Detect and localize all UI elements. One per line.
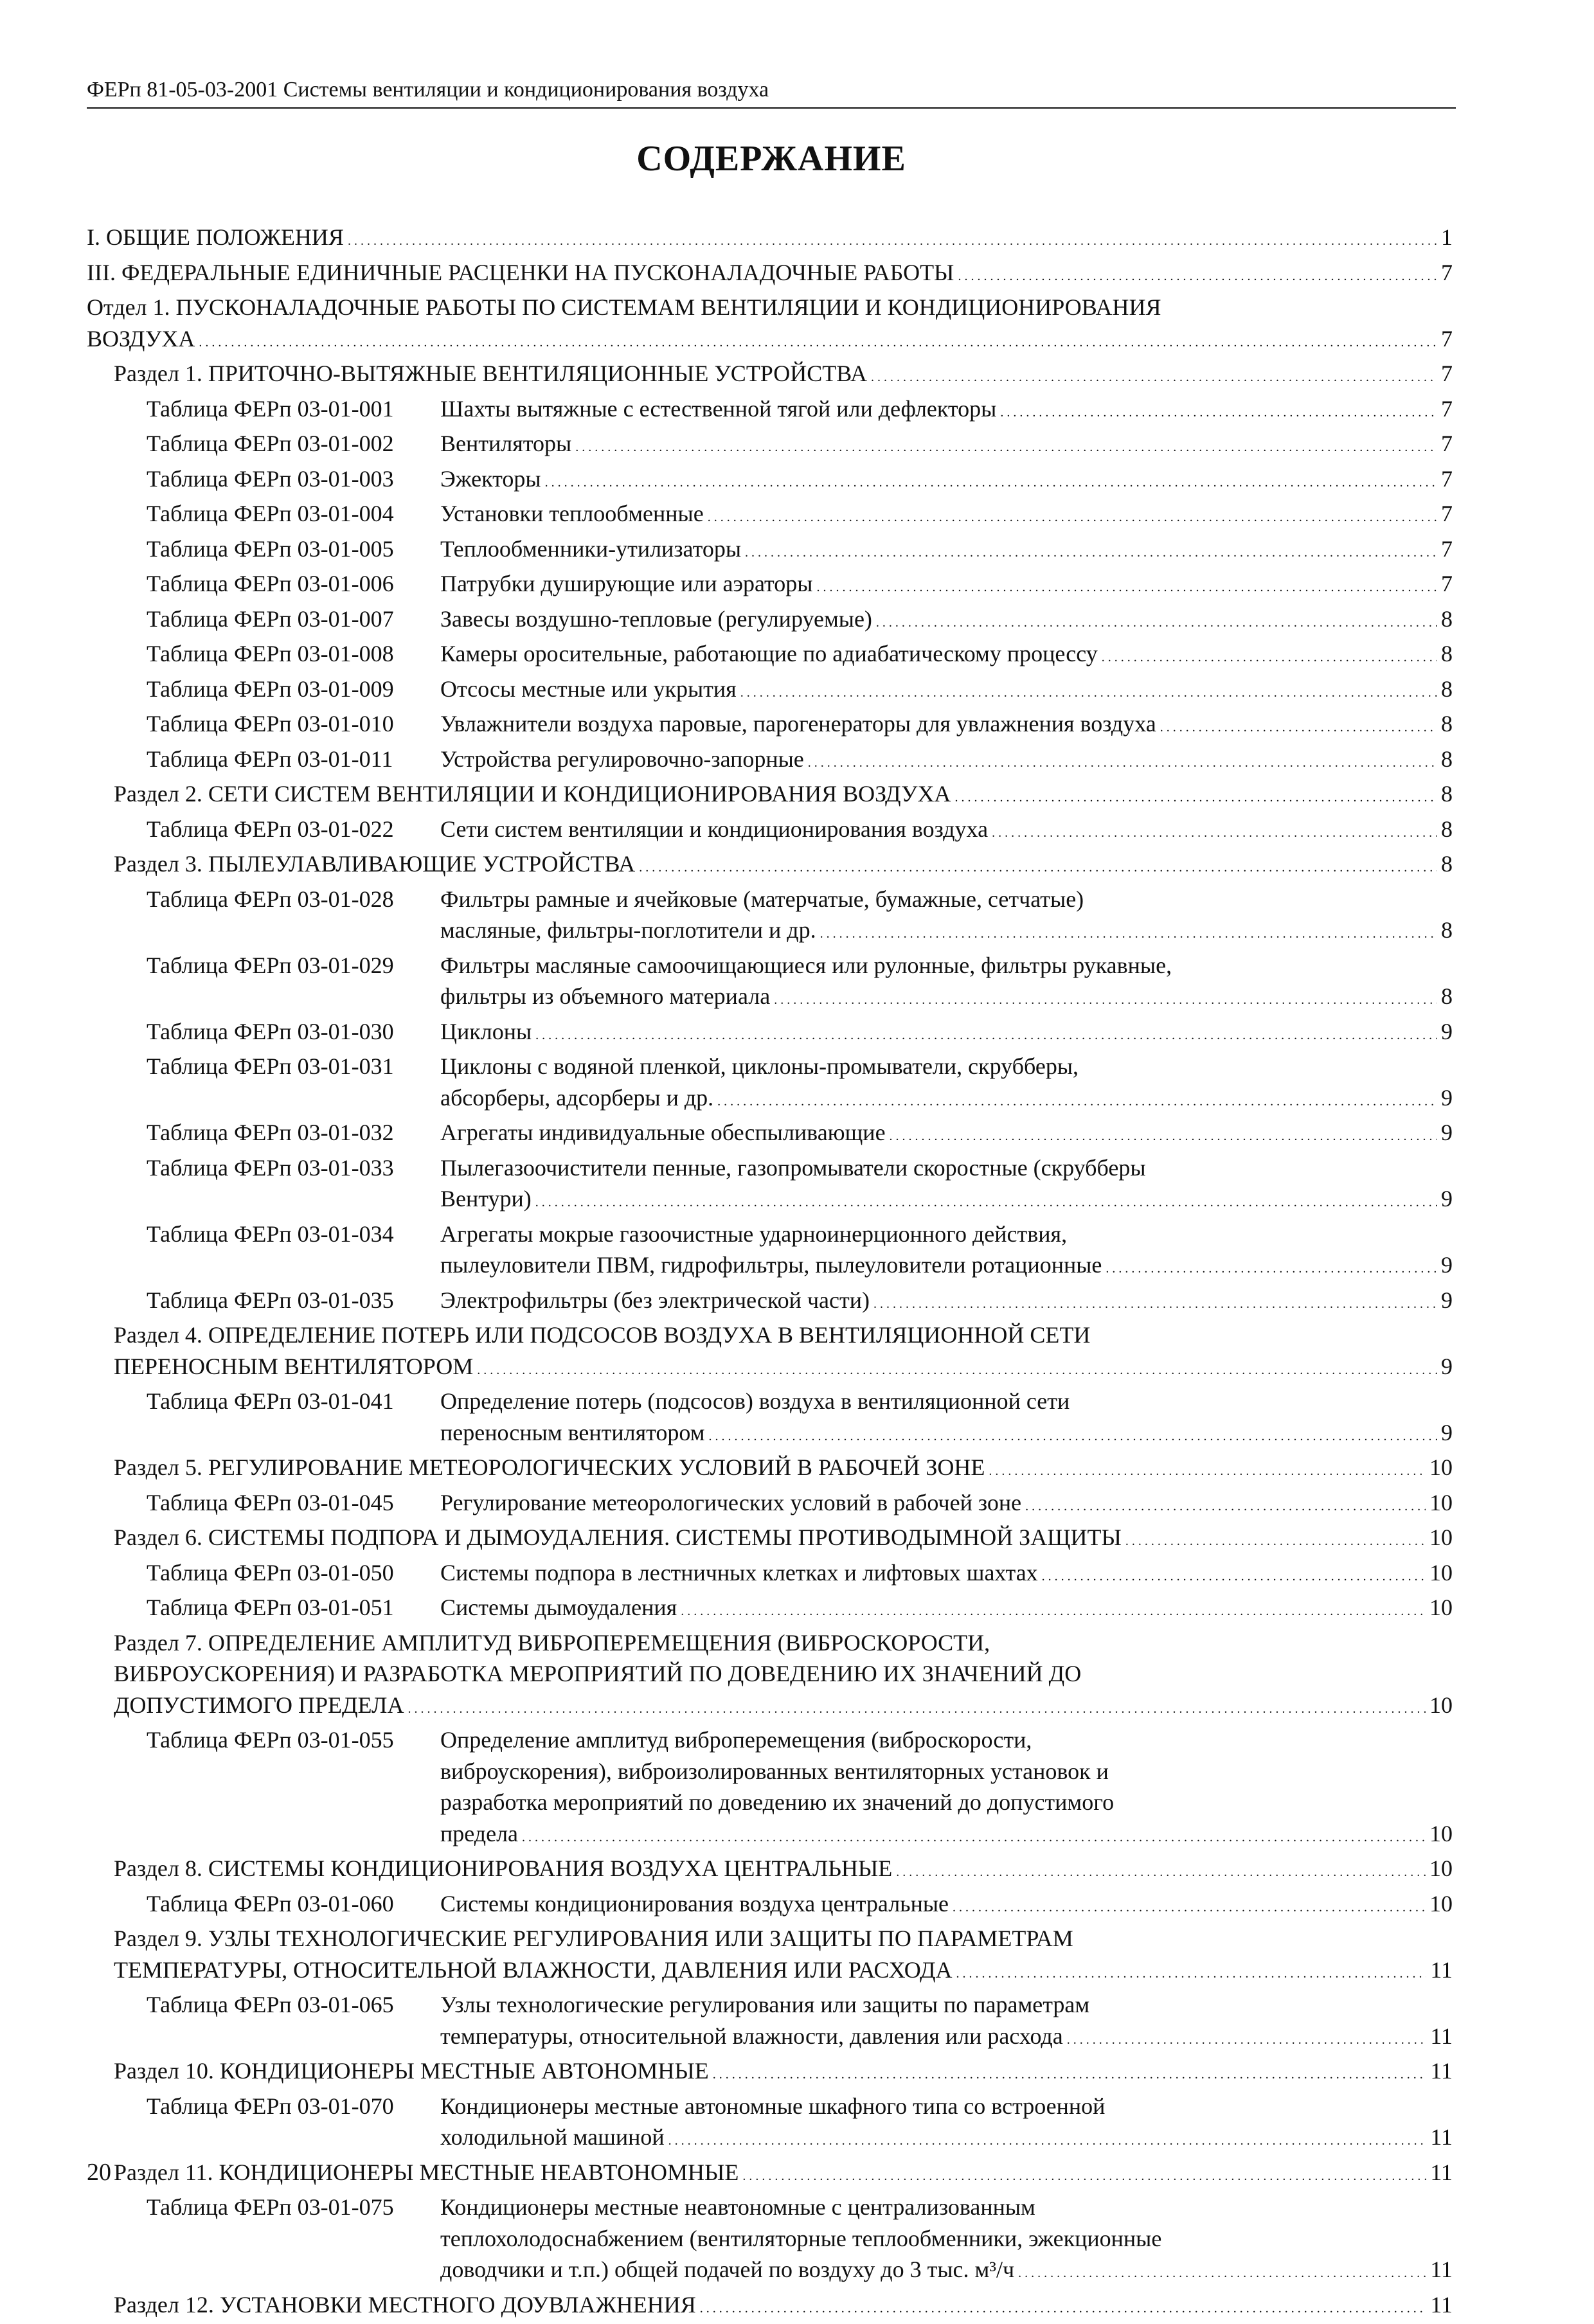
toc-page-number: 11: [1430, 2289, 1453, 2321]
toc-page-number: 8: [1441, 814, 1453, 845]
dot-leader: [1102, 638, 1437, 674]
toc-page-number: 9: [1441, 1351, 1453, 1382]
toc-page-number: 10: [1429, 1888, 1453, 1920]
toc-entry-text: Раздел 6. СИСТЕМЫ ПОДПОРА И ДЫМОУДАЛЕНИЯ. СИСТЕМЫ ПРОТИВОДЫМНОЙ ЗАЩИТЫ: [114, 1522, 1122, 1553]
toc-entry-text: Сети систем вентиляции и кондиционирования воздуха: [440, 814, 988, 845]
toc-page-number: 7: [1441, 358, 1453, 389]
toc-entry-text: переносным вентилятором: [440, 1417, 705, 1449]
dot-leader: [477, 1351, 1437, 1386]
toc-table-entry[interactable]: [87, 393, 1453, 429]
toc-page-number: 7: [1441, 568, 1453, 600]
toc-entry-text: фильтры из объемного материала: [440, 981, 770, 1012]
toc-table-entry[interactable]: [87, 638, 1453, 674]
toc-page-number: 10: [1429, 1853, 1453, 1884]
toc-entry-text: I. ОБЩИЕ ПОЛОЖЕНИЯ: [87, 222, 344, 253]
toc-page-number: 9: [1441, 1417, 1453, 1449]
toc-page-number: 10: [1429, 1557, 1453, 1589]
toc-entry-text: температуры, относительной влажности, давления или расхода: [440, 2021, 1063, 2052]
dot-leader: [639, 848, 1437, 884]
toc-page-number: 8: [1441, 848, 1453, 880]
toc-section-entry[interactable]: [87, 1923, 1453, 1989]
toc-entry-text: Камеры оросительные, работающие по адиабатическому процессу: [440, 638, 1098, 670]
dot-leader: [1025, 1487, 1426, 1523]
toc-table-title: [440, 1117, 1453, 1152]
dot-leader: [535, 1016, 1437, 1051]
toc-table-title: [440, 1724, 1453, 1853]
toc-table-title: [440, 1557, 1453, 1593]
toc-page-number: 1: [1441, 222, 1453, 253]
toc-section-entry[interactable]: [87, 848, 1453, 884]
toc-entry-text: ВОЗДУХА: [87, 323, 195, 355]
toc-table-code: Таблица ФЕРп 03-01-055: [147, 1724, 394, 1756]
toc-page-number: 11: [1430, 2055, 1453, 2087]
dot-leader: [953, 1888, 1426, 1924]
dot-leader: [348, 222, 1437, 257]
toc-page-number: 10: [1429, 1592, 1453, 1623]
toc-entry-text: Пылегазоочистители пенные, газопромыватели скоростные (скрубберы: [440, 1152, 1146, 1184]
toc-page-number: 8: [1441, 981, 1453, 1012]
toc-table-title: [440, 1016, 1453, 1051]
toc-entry-text: Электрофильтры (без электрической части): [440, 1285, 870, 1316]
dot-leader: [896, 1853, 1426, 1888]
dot-leader: [713, 2055, 1427, 2091]
toc-page-number: 11: [1430, 2157, 1453, 2188]
toc-table-entry[interactable]: [87, 1152, 1453, 1219]
toc-table-entry[interactable]: [87, 568, 1453, 603]
toc-table-title: [440, 674, 1453, 709]
toc-page-number: 9: [1441, 1117, 1453, 1149]
toc-table-code: Таблица ФЕРп 03-01-070: [147, 2091, 394, 2122]
dot-leader: [199, 323, 1437, 359]
toc-entry-text: пылеуловители ПВМ, гидрофильтры, пылеуловители ротационные: [440, 1249, 1102, 1281]
page-number: 20: [87, 2158, 111, 2186]
dot-leader: [740, 674, 1437, 709]
dot-leader: [668, 2122, 1427, 2157]
toc-table-code: Таблица ФЕРп 03-01-009: [147, 674, 394, 705]
running-header: ФЕРп 81-05-03-2001 Системы вентиляции и кондиционирования воздуха: [87, 76, 1456, 104]
toc-table-entry[interactable]: [87, 1557, 1453, 1593]
toc-table-title: [440, 1888, 1453, 1924]
toc-table-code: Таблица ФЕРп 03-01-010: [147, 708, 394, 740]
toc-table-entry[interactable]: [87, 1386, 1453, 1452]
toc-page-number: 7: [1441, 323, 1453, 355]
toc-entry-text: масляные, фильтры-поглотители и др.: [440, 915, 816, 946]
toc-part-entry[interactable]: [87, 292, 1453, 358]
toc-page-number: 10: [1429, 1690, 1453, 1721]
table-of-contents: [87, 222, 1453, 2324]
dot-leader: [522, 1818, 1426, 1854]
toc-section-entry[interactable]: [87, 2289, 1453, 2324]
toc-entry-text: Кондиционеры местные автономные шкафного типа со встроенной: [440, 2091, 1105, 2122]
dot-leader: [1042, 1557, 1426, 1593]
toc-table-entry[interactable]: [87, 1487, 1453, 1523]
dot-leader: [820, 915, 1437, 950]
toc-page-number: 9: [1441, 1183, 1453, 1215]
toc-table-code: Таблица ФЕРп 03-01-004: [147, 498, 394, 530]
dot-leader: [1067, 2021, 1427, 2056]
toc-entry-text: Установки теплообменные: [440, 498, 704, 530]
toc-table-entry[interactable]: [87, 1117, 1453, 1152]
toc-table-entry[interactable]: [87, 428, 1453, 463]
toc-table-entry[interactable]: [87, 1989, 1453, 2055]
toc-table-code: Таблица ФЕРп 03-01-007: [147, 603, 394, 635]
toc-entry-text: ВИБРОУСКОРЕНИЯ) И РАЗРАБОТКА МЕРОПРИЯТИЙ ПО ДОВЕДЕНИЮ ИХ ЗНАЧЕНИЙ ДО: [114, 1658, 1081, 1690]
toc-table-code: Таблица ФЕРп 03-01-030: [147, 1016, 394, 1048]
toc-table-code: Таблица ФЕРп 03-01-002: [147, 428, 394, 460]
dot-leader: [890, 1117, 1437, 1152]
dot-leader: [871, 358, 1437, 393]
toc-part-entry[interactable]: [87, 222, 1453, 257]
toc-table-title: [440, 1592, 1453, 1627]
toc-entry-text: Кондиционеры местные неавтономные с централизованным: [440, 2192, 1035, 2223]
toc-page-number: 8: [1441, 915, 1453, 946]
toc-page-number: 11: [1430, 2021, 1453, 2052]
toc-entry-text: Фильтры рамные и ячейковые (матерчатые, бумажные, сетчатые): [440, 884, 1084, 915]
toc-table-code: Таблица ФЕРп 03-01-041: [147, 1386, 394, 1417]
toc-table-title: [440, 1487, 1453, 1523]
toc-table-code: Таблица ФЕРп 03-01-060: [147, 1888, 394, 1920]
toc-table-code: Таблица ФЕРп 03-01-022: [147, 814, 394, 845]
toc-page-number: 10: [1429, 1452, 1453, 1483]
toc-entry-text: холодильной машиной: [440, 2122, 665, 2153]
toc-entry-text: Циклоны: [440, 1016, 532, 1048]
toc-entry-text: Регулирование метеорологических условий в рабочей зоне: [440, 1487, 1021, 1519]
toc-entry-text: Определение потерь (подсосов) воздуха в вентиляционной сети: [440, 1386, 1070, 1417]
toc-table-entry[interactable]: [87, 674, 1453, 709]
toc-part-entry[interactable]: [87, 257, 1453, 292]
dot-leader: [958, 257, 1437, 292]
toc-table-title: [440, 533, 1453, 569]
toc-table-title: [440, 463, 1453, 499]
toc-table-title: [440, 1989, 1453, 2055]
toc-section-entry[interactable]: [87, 358, 1453, 393]
toc-section-entry[interactable]: [87, 778, 1453, 814]
toc-entry-text: Раздел 12. УСТАНОВКИ МЕСТНОГО ДОУВЛАЖНЕНИЯ: [114, 2289, 696, 2321]
toc-table-code: Таблица ФЕРп 03-01-031: [147, 1051, 394, 1082]
toc-entry-text: доводчики и т.п.) общей подачей по воздуху до 3 тыс. м³/ч: [440, 2254, 1014, 2285]
toc-page-number: 8: [1441, 638, 1453, 670]
toc-table-code: Таблица ФЕРп 03-01-006: [147, 568, 394, 600]
toc-page-number: 7: [1441, 257, 1453, 289]
dot-leader: [956, 1954, 1427, 1990]
toc-table-title: [440, 428, 1453, 463]
toc-table-code: Таблица ФЕРп 03-01-034: [147, 1219, 394, 1250]
toc-entry-text: Раздел 3. ПЫЛЕУЛАВЛИВАЮЩИЕ УСТРОЙСТВА: [114, 848, 635, 880]
toc-page-number: 11: [1430, 2254, 1453, 2285]
dot-leader: [816, 568, 1437, 603]
toc-entry-text: Агрегаты мокрые газоочистные ударноинерционного действия,: [440, 1219, 1067, 1250]
toc-table-entry[interactable]: [87, 603, 1453, 639]
toc-page-number: 10: [1429, 1818, 1453, 1850]
toc-entry-text: Циклоны с водяной пленкой, циклоны-промыватели, скрубберы,: [440, 1051, 1079, 1082]
toc-page-number: 9: [1441, 1082, 1453, 1114]
toc-entry-text: теплохолодоснабжением (вентиляторные теплообменники, эжекционные: [440, 2223, 1161, 2255]
toc-entry-text: Агрегаты индивидуальные обеспыливающие: [440, 1117, 886, 1149]
dot-leader: [989, 1452, 1426, 1487]
toc-table-title: [440, 568, 1453, 603]
dot-leader: [873, 1285, 1437, 1320]
toc-entry-text: Эжекторы: [440, 463, 541, 495]
toc-entry-text: Раздел 10. КОНДИЦИОНЕРЫ МЕСТНЫЕ АВТОНОМНЫЕ: [114, 2055, 709, 2087]
toc-entry-text: Фильтры масляные самоочищающиеся или рулонные, фильтры рукавные,: [440, 950, 1172, 981]
toc-table-title: [440, 393, 1453, 429]
toc-entry-text: Раздел 8. СИСТЕМЫ КОНДИЦИОНИРОВАНИЯ ВОЗДУХА ЦЕНТРАЛЬНЫЕ: [114, 1853, 892, 1884]
dot-leader: [954, 778, 1437, 814]
toc-table-entry[interactable]: [87, 1051, 1453, 1117]
toc-entry-text: предела: [440, 1818, 518, 1850]
toc-table-title: [440, 814, 1453, 849]
toc-page-number: 9: [1441, 1016, 1453, 1048]
toc-table-entry[interactable]: [87, 1219, 1453, 1285]
toc-entry-text: Раздел 7. ОПРЕДЕЛЕНИЕ АМПЛИТУД ВИБРОПЕРЕМЕЩЕНИЯ (ВИБРОСКОРОСТИ,: [114, 1627, 990, 1659]
toc-page-number: 7: [1441, 533, 1453, 565]
dot-leader: [535, 1183, 1437, 1219]
toc-table-title: [440, 1152, 1453, 1219]
toc-page-number: 7: [1441, 463, 1453, 495]
toc-page-number: 8: [1441, 603, 1453, 635]
toc-table-code: Таблица ФЕРп 03-01-033: [147, 1152, 394, 1184]
dot-leader: [575, 428, 1437, 463]
toc-table-code: Таблица ФЕРп 03-01-035: [147, 1285, 394, 1316]
dot-leader: [1106, 1249, 1437, 1285]
toc-entry-text: Увлажнители воздуха паровые, парогенераторы для увлажнения воздуха: [440, 708, 1156, 740]
toc-table-code: Таблица ФЕРп 03-01-008: [147, 638, 394, 670]
toc-section-entry[interactable]: [87, 2055, 1453, 2091]
toc-entry-text: Теплообменники-утилизаторы: [440, 533, 741, 565]
dot-leader: [808, 744, 1437, 779]
dot-leader: [876, 603, 1437, 639]
dot-leader: [709, 1417, 1437, 1452]
toc-entry-text: Раздел 9. УЗЛЫ ТЕХНОЛОГИЧЕСКИЕ РЕГУЛИРОВАНИЯ ИЛИ ЗАЩИТЫ ПО ПАРАМЕТРАМ: [114, 1923, 1073, 1954]
toc-entry-text: Раздел 11. КОНДИЦИОНЕРЫ МЕСТНЫЕ НЕАВТОНОМНЫЕ: [114, 2157, 739, 2188]
toc-entry-text: ПЕРЕНОСНЫМ ВЕНТИЛЯТОРОМ: [114, 1351, 473, 1382]
toc-table-code: Таблица ФЕРп 03-01-029: [147, 950, 394, 981]
toc-table-title: [440, 744, 1453, 779]
toc-page-number: 9: [1441, 1249, 1453, 1281]
toc-table-entry[interactable]: [87, 744, 1453, 779]
toc-table-title: [440, 1051, 1453, 1117]
toc-entry-text: Раздел 4. ОПРЕДЕЛЕНИЕ ПОТЕРЬ ИЛИ ПОДСОСОВ ВОЗДУХА В ВЕНТИЛЯЦИОННОЙ СЕТИ: [114, 1319, 1090, 1351]
toc-entry-text: ДОПУСТИМОГО ПРЕДЕЛА: [114, 1690, 404, 1721]
toc-table-title: [440, 638, 1453, 674]
toc-table-title: [440, 1285, 1453, 1320]
toc-table-entry[interactable]: [87, 950, 1453, 1016]
dot-leader: [717, 1082, 1437, 1118]
dot-leader: [1000, 393, 1437, 429]
dot-leader: [407, 1690, 1426, 1725]
toc-entry-text: Устройства регулировочно-запорные: [440, 744, 804, 775]
toc-table-code: Таблица ФЕРп 03-01-011: [147, 744, 393, 775]
toc-entry-text: Вентиляторы: [440, 428, 571, 460]
toc-table-entry[interactable]: [87, 1016, 1453, 1051]
toc-entry-text: абсорберы, адсорберы и др.: [440, 1082, 713, 1114]
toc-entry-text: III. ФЕДЕРАЛЬНЫЕ ЕДИНИЧНЫЕ РАСЦЕНКИ НА ПУСКОНАЛАДОЧНЫЕ РАБОТЫ: [87, 257, 954, 289]
toc-table-title: [440, 884, 1453, 950]
toc-entry-text: Отсосы местные или укрытия: [440, 674, 737, 705]
toc-entry-text: Отдел 1. ПУСКОНАЛАДОЧНЫЕ РАБОТЫ ПО СИСТЕМАМ ВЕНТИЛЯЦИИ И КОНДИЦИОНИРОВАНИЯ: [87, 292, 1161, 323]
dot-leader: [774, 981, 1437, 1016]
toc-table-entry[interactable]: [87, 1888, 1453, 1924]
toc-table-entry[interactable]: [87, 708, 1453, 744]
dot-leader: [742, 2157, 1426, 2192]
dot-leader: [545, 463, 1437, 499]
toc-page-number: 9: [1441, 1285, 1453, 1316]
toc-table-entry[interactable]: [87, 884, 1453, 950]
toc-entry-text: Раздел 1. ПРИТОЧНО-ВЫТЯЖНЫЕ ВЕНТИЛЯЦИОННЫЕ УСТРОЙСТВА: [114, 358, 867, 389]
toc-table-title: [440, 1219, 1453, 1285]
dot-leader: [681, 1592, 1426, 1627]
toc-page-number: 10: [1429, 1487, 1453, 1519]
toc-table-entry[interactable]: [87, 814, 1453, 849]
toc-page-number: 7: [1441, 393, 1453, 425]
toc-entry-text: Системы подпора в лестничных клетках и лифтовых шахтах: [440, 1557, 1038, 1589]
toc-table-code: Таблица ФЕРп 03-01-075: [147, 2192, 394, 2223]
toc-entry-text: виброускорения), виброизолированных вентиляторных установок и: [440, 1756, 1109, 1787]
toc-section-entry[interactable]: [87, 1627, 1453, 1725]
toc-table-title: [440, 2192, 1453, 2289]
toc-entry-text: Раздел 5. РЕГУЛИРОВАНИЕ МЕТЕОРОЛОГИЧЕСКИХ УСЛОВИЙ В РАБОЧЕЙ ЗОНЕ: [114, 1452, 985, 1483]
toc-entry-text: ТЕМПЕРАТУРЫ, ОТНОСИТЕЛЬНОЙ ВЛАЖНОСТИ, ДАВЛЕНИЯ ИЛИ РАСХОДА: [114, 1954, 953, 1986]
dot-leader: [700, 2289, 1427, 2324]
page-title: СОДЕРЖАНИЕ: [0, 138, 1543, 179]
toc-page-number: 8: [1441, 674, 1453, 705]
toc-section-entry[interactable]: [87, 1452, 1453, 1487]
toc-table-entry[interactable]: [87, 2192, 1453, 2289]
dot-leader: [1160, 708, 1437, 744]
toc-table-title: [440, 950, 1453, 1016]
toc-section-entry[interactable]: [87, 1319, 1453, 1386]
toc-table-code: Таблица ФЕРп 03-01-028: [147, 884, 394, 915]
toc-entry-text: Определение амплитуд виброперемещения (виброскорости,: [440, 1724, 1032, 1756]
toc-entry-text: Завесы воздушно-тепловые (регулируемые): [440, 603, 872, 635]
toc-table-code: Таблица ФЕРп 03-01-003: [147, 463, 394, 495]
toc-table-entry[interactable]: [87, 533, 1453, 569]
toc-entry-text: Системы кондиционирования воздуха центральные: [440, 1888, 949, 1920]
dot-leader: [745, 533, 1437, 569]
toc-entry-text: Системы дымоудаления: [440, 1592, 677, 1623]
toc-page-number: 10: [1429, 1522, 1453, 1553]
dot-leader: [1125, 1522, 1426, 1557]
header-rule: [87, 107, 1456, 109]
toc-table-title: [440, 708, 1453, 744]
toc-table-entry[interactable]: [87, 1285, 1453, 1320]
toc-entry-text: Шахты вытяжные с естественной тягой или дефлекторы: [440, 393, 996, 425]
toc-table-entry[interactable]: [87, 1724, 1453, 1853]
toc-page-number: 7: [1441, 498, 1453, 530]
toc-table-code: Таблица ФЕРп 03-01-045: [147, 1487, 394, 1519]
dot-leader: [992, 814, 1437, 849]
toc-table-entry[interactable]: [87, 463, 1453, 499]
toc-section-entry[interactable]: [87, 1522, 1453, 1557]
toc-entry-text: разработка мероприятий по доведению их значений до допустимого: [440, 1787, 1114, 1818]
toc-table-entry[interactable]: [87, 1592, 1453, 1627]
toc-table-entry[interactable]: [87, 2091, 1453, 2157]
toc-section-entry[interactable]: [87, 1853, 1453, 1888]
toc-table-title: [440, 603, 1453, 639]
toc-table-code: Таблица ФЕРп 03-01-005: [147, 533, 394, 565]
toc-entry-text: Патрубки душирующие или аэраторы: [440, 568, 812, 600]
toc-table-code: Таблица ФЕРп 03-01-051: [147, 1592, 394, 1623]
toc-entry-text: Узлы технологические регулирования или защиты по параметрам: [440, 1989, 1089, 2021]
toc-entry-text: Вентури): [440, 1183, 532, 1215]
dot-leader: [1018, 2254, 1426, 2289]
dot-leader: [708, 498, 1437, 533]
toc-table-code: Таблица ФЕРп 03-01-065: [147, 1989, 394, 2021]
toc-page-number: 7: [1441, 428, 1453, 460]
toc-table-title: [440, 2091, 1453, 2157]
toc-page-number: 8: [1441, 708, 1453, 740]
toc-table-code: Таблица ФЕРп 03-01-001: [147, 393, 394, 425]
toc-table-code: Таблица ФЕРп 03-01-050: [147, 1557, 394, 1589]
toc-section-entry[interactable]: [87, 2157, 1453, 2192]
toc-page-number: 8: [1441, 778, 1453, 810]
toc-table-code: Таблица ФЕРп 03-01-032: [147, 1117, 394, 1149]
toc-entry-text: Раздел 2. СЕТИ СИСТЕМ ВЕНТИЛЯЦИИ И КОНДИЦИОНИРОВАНИЯ ВОЗДУХА: [114, 778, 951, 810]
toc-table-title: [440, 498, 1453, 533]
toc-page-number: 8: [1441, 744, 1453, 775]
toc-page-number: 11: [1430, 2122, 1453, 2153]
toc-table-entry[interactable]: [87, 498, 1453, 533]
toc-page-number: 11: [1430, 1954, 1453, 1986]
toc-table-title: [440, 1386, 1453, 1452]
